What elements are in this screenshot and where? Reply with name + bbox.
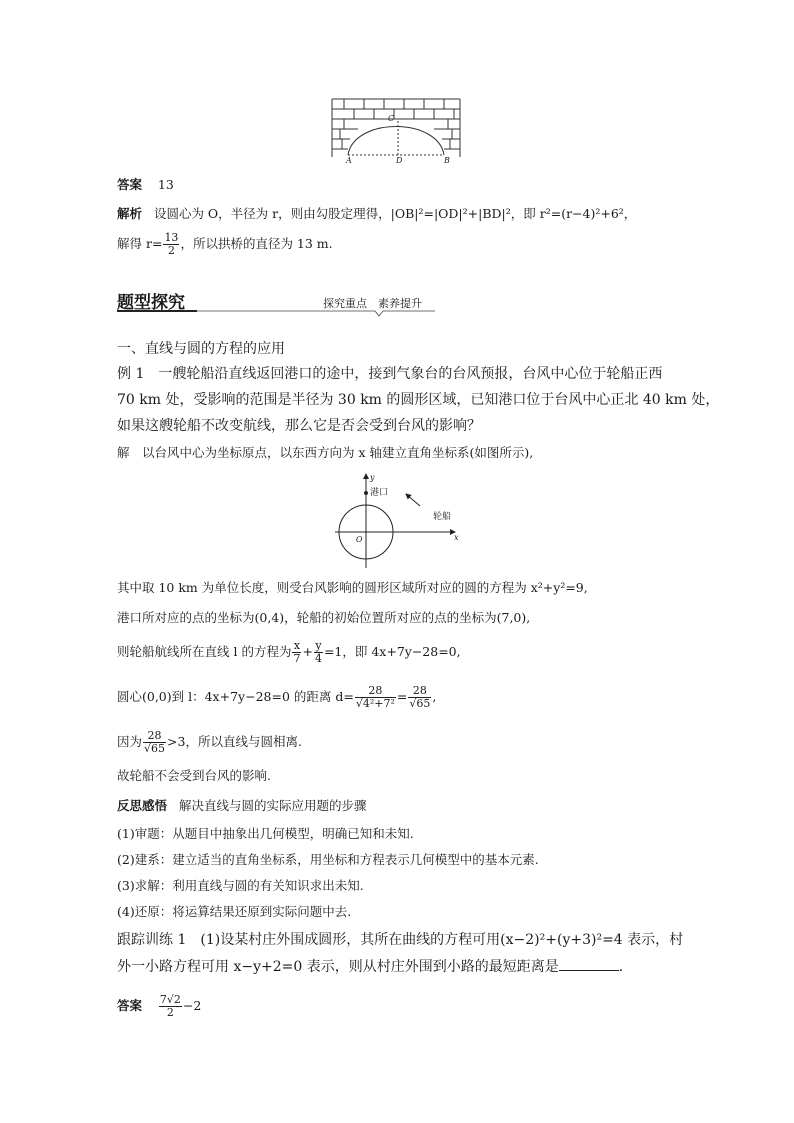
answer-2 — [117, 994, 201, 1019]
solution-intro: 解 以台风中心为坐标原点，以东西方向为 x 轴建立直角坐标系(如图所示), — [117, 445, 534, 460]
answer-label: 答案 — [117, 177, 143, 192]
header-underline — [117, 310, 435, 318]
solution-unit-line: 其中取 10 km 为单位长度，则受台风影响的圆形区域所对应的圆的方程为 x²+y²=9, — [117, 580, 588, 595]
section-subtitle: 探究重点 素养提升 — [323, 297, 422, 310]
solution-distance-line — [117, 685, 436, 710]
analysis-line-1 — [117, 206, 636, 222]
reflection-title: 反思感悟 — [117, 798, 168, 813]
eq-plus: + — [302, 644, 313, 659]
analysis-solve-pre: 解得 r= — [117, 236, 163, 251]
section-header — [117, 288, 435, 318]
fraction-dist-1: $\frac{28}{\text{√4²+7²}}$ — [355, 684, 395, 710]
training-line-2-text: 外一小路方程可用 x−y+2=0 表示，则从村庄外围到小路的最短距离是 — [117, 959, 559, 975]
reflection-step-4: (4)还原：将运算结果还原到实际问题中去. — [117, 904, 352, 919]
ship-label: 轮船 — [433, 512, 452, 522]
reflection-text: 解决直线与圆的实际应用题的步骤 — [178, 798, 367, 813]
dist-pre: 圆心(0,0)到 l：4x+7y−28=0 的距离 d= — [117, 689, 354, 704]
reflection-heading — [117, 798, 366, 814]
training-line-1: 跟踪训练 1 (1)设某村庄外围成圆形，其所在曲线的方程可用(x−2)²+(y+3)²=4 表示，村 — [117, 932, 684, 948]
analysis-line-2 — [117, 232, 333, 257]
answer-blank — [559, 958, 619, 971]
label-c: C — [388, 114, 395, 123]
cmp-post: >3，所以直线与圆相离. — [167, 734, 302, 749]
answer-value: 13 — [157, 177, 174, 192]
example-line-2: 70 km 处，受影响的范围是半径为 30 km 的圆形区域，已知港口位于台风中心正北 40 km 处， — [117, 392, 720, 408]
cmp-pre: 因为 — [117, 734, 143, 749]
answer-1 — [117, 177, 174, 193]
subsection-title: 一、直线与圆的方程的应用 — [117, 341, 285, 357]
axis-x-label: x — [454, 533, 459, 542]
example-line-1: 例 1 一艘轮船沿直线返回港口的途中，接到气象台的台风预报，台风中心位于轮船正西 — [117, 366, 663, 382]
fraction-dist-2: $\frac{28}{√65}$ — [409, 684, 431, 710]
solution-line-eq — [117, 640, 461, 665]
answer-2-label: 答案 — [117, 998, 143, 1013]
bridge-figure — [330, 97, 470, 165]
solution-coords-line: 港口所对应的点的坐标为(0,4)，轮船的初始位置所对应的点的坐标为(7,0), — [117, 610, 531, 625]
fraction-13-2: $\frac{13}{2}$ — [164, 231, 179, 257]
axis-y-label: y — [370, 473, 375, 482]
label-d: D — [396, 156, 403, 165]
analysis-text-1: 设圆心为 O，半径为 r，则由勾股定理得，|OB|²=|OD|²+|BD|²，即 r²=(r−4)²+6²， — [153, 206, 637, 221]
port-label: 港口 — [370, 488, 389, 498]
label-b: B — [444, 156, 450, 165]
label-a: A — [346, 156, 352, 165]
analysis-solve-post: ，所以拱桥的直径为 13 m. — [180, 236, 333, 251]
dist-end: , — [432, 689, 437, 704]
analysis-label: 解析 — [117, 206, 143, 221]
example-line-3: 如果这艘轮船不改变航线，那么它是否会受到台风的影响？ — [117, 418, 481, 434]
origin-label: O — [356, 535, 363, 544]
fraction-cmp: $\frac{28}{√65}$ — [144, 729, 166, 755]
solution-compare-line — [117, 730, 302, 755]
fraction-y-4: $\frac{y}{4}$ — [314, 639, 322, 665]
fraction-x-7: $\frac{x}{7}$ — [293, 639, 301, 665]
answer-2-tail: −2 — [182, 998, 202, 1013]
line-eq-pre: 则轮船航线所在直线 l 的方程为 — [117, 644, 292, 659]
training-line-2 — [117, 958, 623, 975]
reflection-step-3: (3)求解：利用直线与圆的有关知识求出未知. — [117, 878, 364, 893]
fraction-7root2-2: $\frac{7√2}{2}$ — [159, 993, 181, 1019]
dist-eq: = — [396, 689, 408, 704]
line-eq-post: =1，即 4x+7y−28=0, — [323, 644, 461, 659]
reflection-step-2: (2)建系：建立适当的直角坐标系，用坐标和方程表示几何模型中的基本元素. — [117, 852, 539, 867]
reflection-step-1: (1)审题：从题目中抽象出几何模型，明确已知和未知. — [117, 826, 414, 841]
typhoon-figure — [330, 470, 470, 570]
section-title: 题型探究 — [117, 293, 185, 313]
training-line-2-end: . — [618, 959, 624, 975]
solution-conclusion: 故轮船不会受到台风的影响. — [117, 768, 271, 783]
